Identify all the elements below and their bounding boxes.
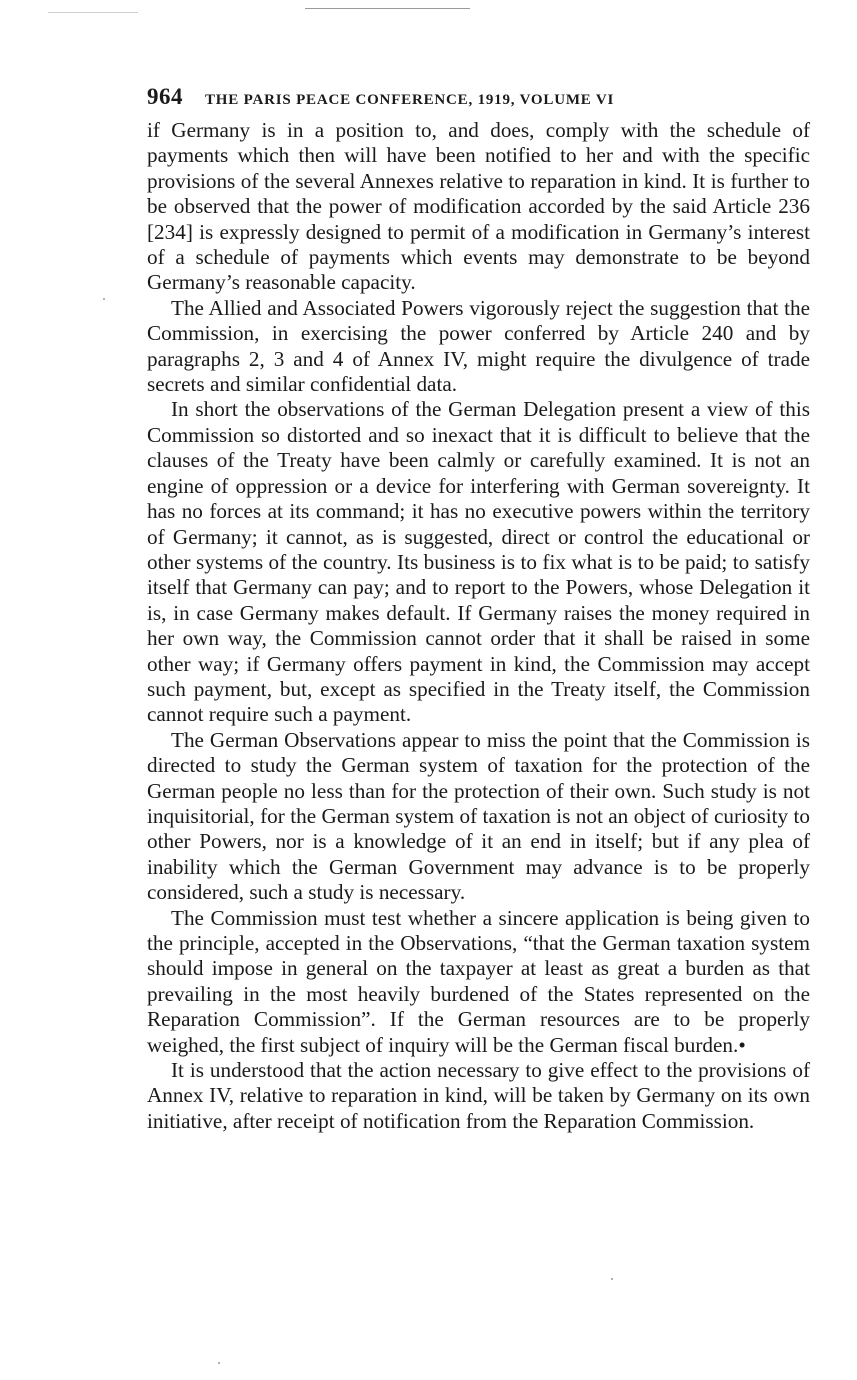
paragraph: if Germany is in a position to, and does, comply with the schedule of payments which then will have been notified to her and with the specific provisions of the several Annexes relative to reparation in kind. It is further to be observed that the power of modification accorded by the said Article 236 [234] is expressly designed to permit of a modification in Germany’s interest of a schedule of payments which events may demonstrate to be beyond Germany’s reasonable capacity.	[147, 118, 810, 295]
paragraph: In short the observations of the German Delegation present a view of this Commission so distorted and so inexact that it is difficult to believe that the clauses of the Treaty have been calmly or carefully examined. It is not an engine of oppression or a device for interfering with German sovereignty. It has no forces at its command; it has no executive powers within the territory of Germany; it cannot, as is suggested, direct or control the educational or other systems of the country. Its business is to fix what is to be paid; to satisfy itself that Germany can pay; and to report to the Powers, whose Delegation it is, in case Germany makes default. If Germany raises the money required in her own way, the Commission cannot order that it shall be raised in some other way; if Germany offers payment in kind, the Commission may accept such payment, but, except as specified in the Treaty itself, the Commission cannot require such a payment.	[147, 397, 810, 727]
running-title: THE PARIS PEACE CONFERENCE, 1919, VOLUME VI	[205, 92, 615, 108]
paragraph: It is understood that the action necessary to give effect to the provisions of Annex IV, relative to reparation in kind, will be taken by Germany on its own initiative, after receipt of notification from the Reparation Commission.	[147, 1058, 810, 1133]
paragraph: The Commission must test whether a sincere application is being given to the principle, accepted in the Observations, “that the German taxation system should impose in general on the taxpayer at least as great a burden as that prevailing in the most heavily burdened of the States represented on the Reparation Commission”. If the German resources are to be properly weighed, the first subject of inquiry will be the German fiscal burden.•	[147, 905, 810, 1057]
body-text	[147, 118, 810, 1134]
scan-edge-mark	[48, 12, 138, 13]
paragraph: The German Observations appear to miss the point that the Commission is directed to study the German system of taxation for the protection of the German people no less than for the protection of their own. Such study is not inquisitorial, for the German system of taxation is not an object of curiosity to other Powers, nor is a knowledge of it an end in itself; but if any plea of inability which the German Government may advance is to be properly considered, such a study is necessary.	[147, 727, 810, 905]
scan-speck	[611, 1278, 613, 1280]
scan-speck	[103, 298, 105, 300]
scan-speck	[218, 1362, 220, 1364]
paragraph: The Allied and Associated Powers vigorously reject the suggestion that the Commission, in exercising the power conferred by Article 240 and by paragraphs 2, 3 and 4 of Annex IV, might require the divulgence of trade secrets and similar confidential data.	[147, 295, 810, 397]
running-head	[147, 84, 810, 118]
page-number: 964	[147, 84, 183, 109]
book-page	[147, 84, 810, 1134]
scan-edge-mark	[305, 8, 470, 9]
